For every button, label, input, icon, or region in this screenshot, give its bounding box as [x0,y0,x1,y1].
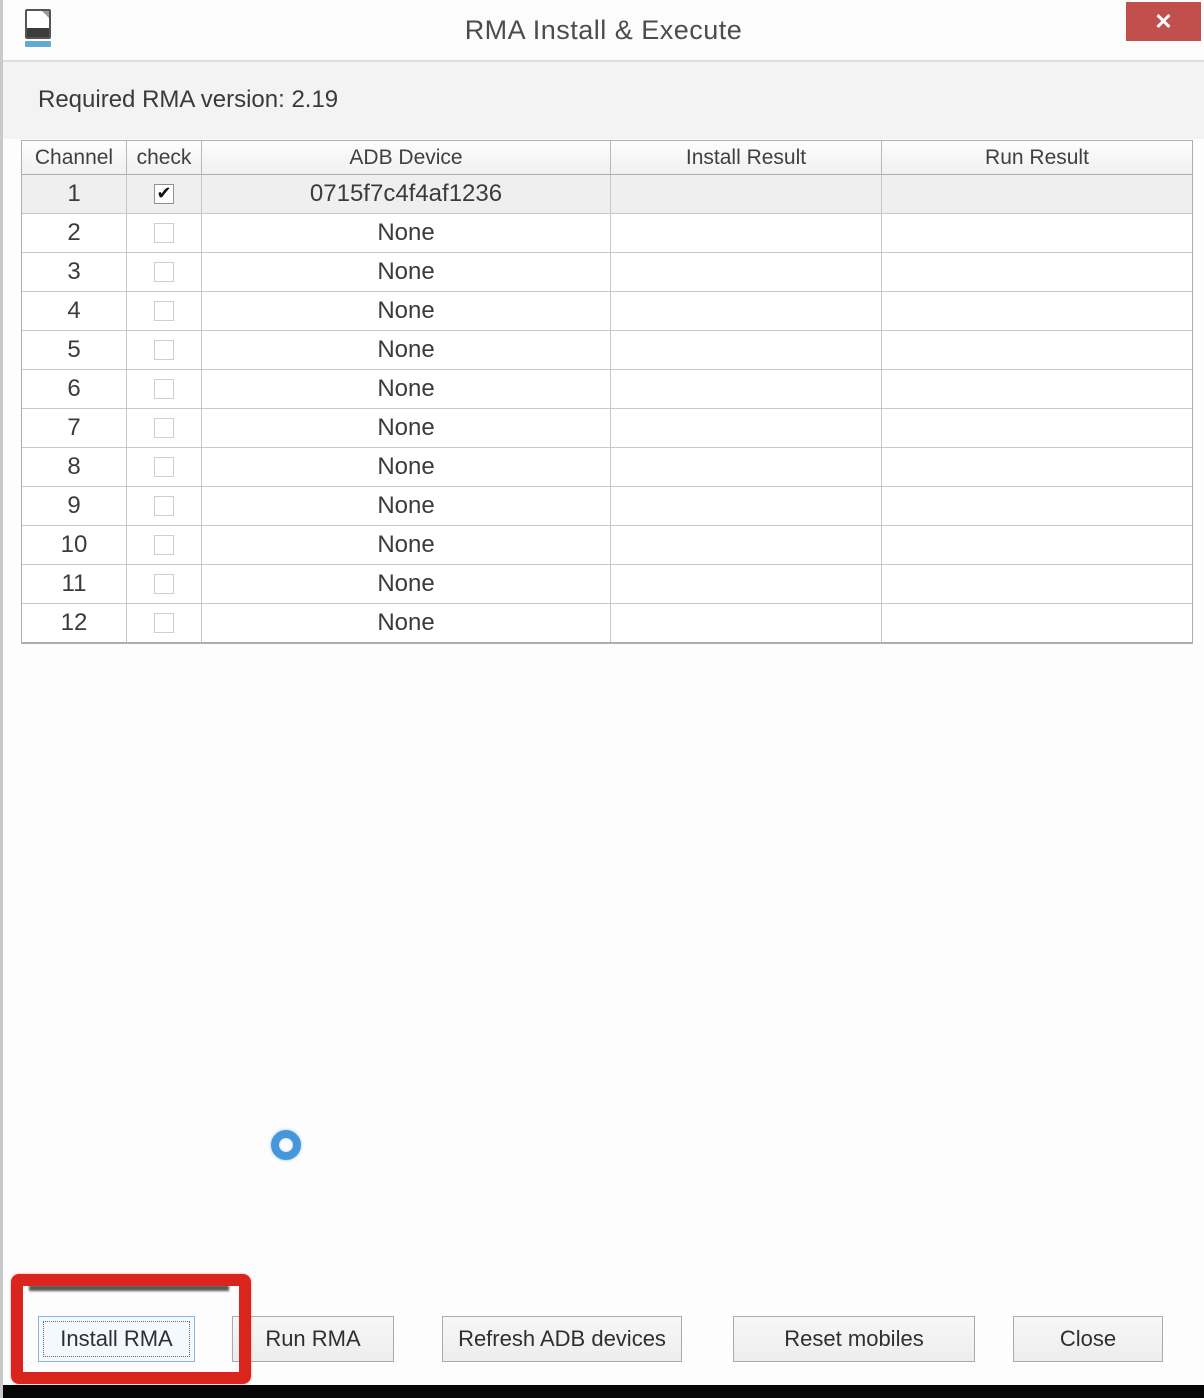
install-result-cell [611,370,882,408]
checkbox[interactable] [154,223,174,243]
table-row[interactable] [22,331,1192,370]
check-cell [127,526,202,564]
adb-device-cell: None [202,487,611,525]
letterbox-bar [3,1385,1204,1398]
adb-device-cell: None [202,565,611,603]
channel-cell: 4 [22,292,127,330]
required-version-label: Required RMA version: 2.19 [38,86,339,113]
close-window-button[interactable]: ✕ [1126,2,1201,41]
check-cell [127,331,202,369]
run-result-cell [882,331,1192,369]
run-rma-button[interactable]: Run RMA [232,1316,394,1362]
channel-cell: 8 [22,448,127,486]
checkbox[interactable] [154,613,174,633]
device-grid [21,140,1193,644]
header-check[interactable]: check [127,141,202,174]
run-result-cell [882,175,1192,213]
checkbox[interactable] [154,379,174,399]
table-row[interactable] [22,175,1192,214]
adb-device-cell: 0715f7c4f4af1236 [202,175,611,213]
adb-device-cell: None [202,604,611,642]
table-row[interactable] [22,487,1192,526]
run-result-cell [882,526,1192,564]
checkbox[interactable] [154,457,174,477]
adb-device-cell: None [202,370,611,408]
loading-spinner-icon [271,1130,301,1160]
checkbox[interactable] [154,301,174,321]
install-result-cell [611,526,882,564]
install-result-cell [611,565,882,603]
channel-cell: 7 [22,409,127,447]
header-run-result[interactable]: Run Result [985,145,1089,169]
run-result-cell [882,448,1192,486]
channel-cell: 3 [22,253,127,291]
channel-cell: 12 [22,604,127,642]
check-cell [127,604,202,642]
channel-cell: 1 [22,175,127,213]
install-result-cell [611,214,882,252]
reset-mobiles-button[interactable]: Reset mobiles [733,1316,975,1362]
run-result-cell [882,565,1192,603]
check-cell [127,565,202,603]
check-cell [127,409,202,447]
checkbox[interactable] [154,184,174,204]
adb-device-cell: None [202,448,611,486]
run-result-cell [882,487,1192,525]
check-cell [127,448,202,486]
checkbox[interactable] [154,418,174,438]
info-strip [3,61,1204,139]
check-cell [127,214,202,252]
table-row[interactable] [22,214,1192,253]
table-row[interactable] [22,370,1192,409]
check-cell [127,370,202,408]
window-title: RMA Install & Execute [464,15,743,45]
table-row[interactable] [22,448,1192,487]
adb-device-cell: None [202,253,611,291]
channel-cell: 11 [22,565,127,603]
install-result-cell [611,604,882,642]
run-result-cell [882,370,1192,408]
run-result-cell [882,292,1192,330]
install-result-cell [611,292,882,330]
close-button[interactable]: Close [1013,1316,1163,1362]
table-row[interactable] [22,565,1192,604]
check-icon: ✔ [156,183,172,203]
channel-cell: 2 [22,214,127,252]
check-cell [127,175,202,213]
header-install-result[interactable]: Install Result [611,141,882,174]
header-adb-device[interactable]: ADB Device [202,141,611,174]
channel-cell: 10 [22,526,127,564]
refresh-adb-devices-button[interactable]: Refresh ADB devices [442,1316,682,1362]
install-result-cell [611,331,882,369]
run-result-cell [882,214,1192,252]
table-row[interactable] [22,409,1192,448]
table-row[interactable] [22,526,1192,565]
run-result-cell [882,409,1192,447]
title-bar [3,0,1204,61]
adb-device-cell: None [202,214,611,252]
annotation-shadow [29,1285,229,1291]
adb-device-cell: None [202,331,611,369]
channel-cell: 5 [22,331,127,369]
table-row[interactable] [22,292,1192,331]
table-row[interactable] [22,604,1192,643]
run-result-cell [882,604,1192,642]
check-cell [127,487,202,525]
run-result-cell [882,253,1192,291]
install-rma-button[interactable]: Install RMA [38,1316,195,1362]
install-result-cell [611,409,882,447]
header-channel[interactable]: Channel [22,141,127,174]
install-result-cell [611,487,882,525]
adb-device-cell: None [202,409,611,447]
install-result-cell [611,253,882,291]
adb-device-cell: None [202,526,611,564]
check-cell [127,253,202,291]
checkbox[interactable] [154,262,174,282]
install-result-cell [611,448,882,486]
channel-cell: 9 [22,487,127,525]
table-row[interactable] [22,253,1192,292]
checkbox[interactable] [154,574,174,594]
checkbox[interactable] [154,535,174,555]
adb-device-cell: None [202,292,611,330]
channel-cell: 6 [22,370,127,408]
grid-header-row [22,141,1192,175]
checkbox[interactable] [154,496,174,516]
check-cell [127,292,202,330]
checkbox[interactable] [154,340,174,360]
install-result-cell [611,175,882,213]
